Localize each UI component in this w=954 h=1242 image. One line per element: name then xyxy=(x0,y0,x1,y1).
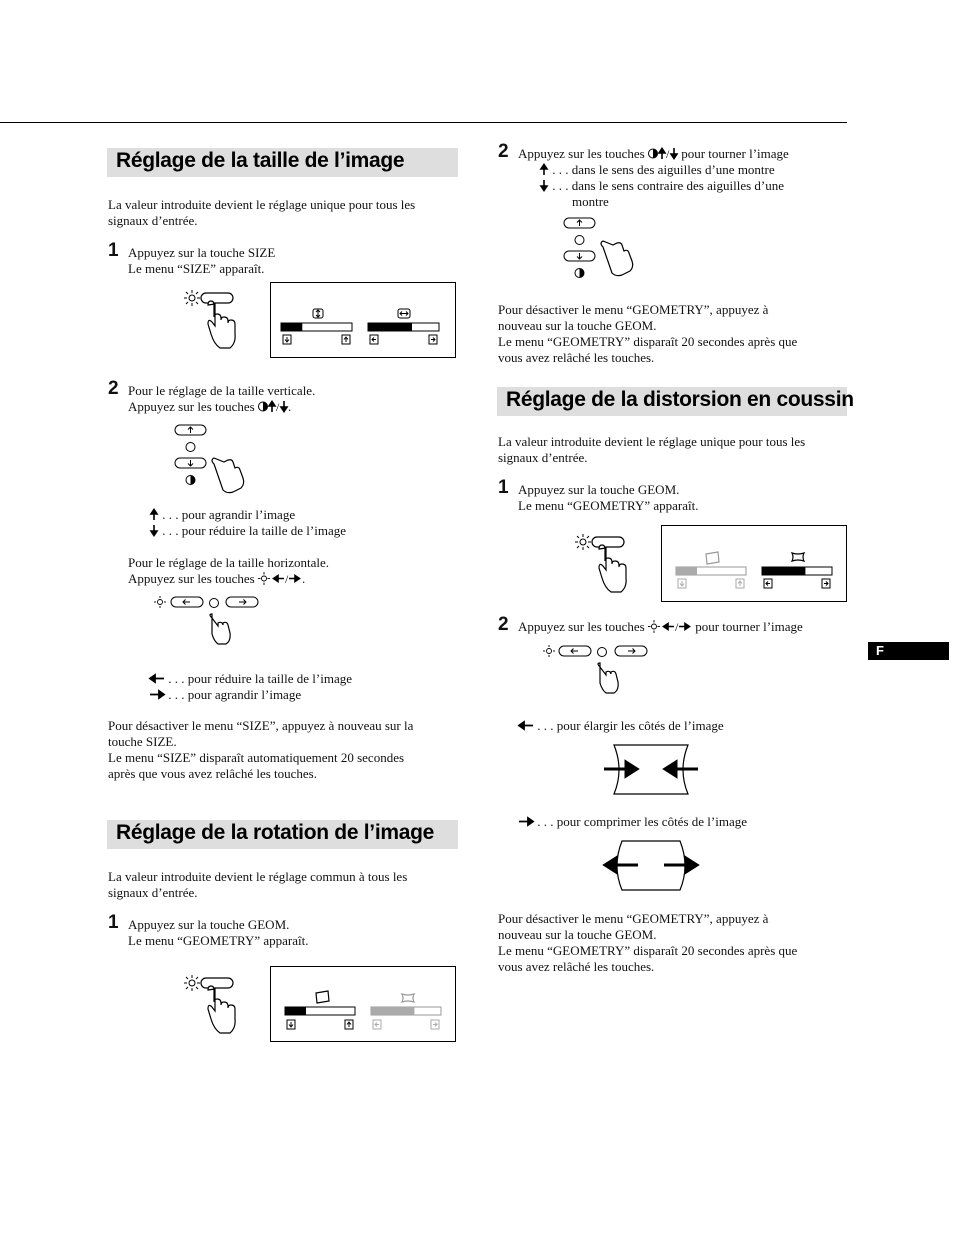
size-intro-1: La valeur introduite devient le réglage unique pour tous les xyxy=(108,197,416,212)
size-button xyxy=(201,293,233,303)
geometry-menu-osd-pincushion xyxy=(661,525,848,603)
rotation-section-title: Réglage de la rotation de l’image xyxy=(116,821,435,844)
geom-button xyxy=(201,978,233,988)
pointing-hand-icon xyxy=(599,545,626,592)
pincushion-section-header xyxy=(497,387,854,416)
svg-text:/: / xyxy=(275,400,280,414)
contrast-half-circle-icon xyxy=(575,269,584,278)
size-outro-3: Le menu “SIZE” disparaît automatiquement 20 secondes xyxy=(108,750,405,765)
arrow-left-icon xyxy=(663,624,674,630)
pin-horizontal-buttons-illustration xyxy=(543,643,653,703)
pin-widen-line: . . . pour élargir les côtés de l’image xyxy=(518,718,724,734)
rotation-intro-2: signaux d’entrée. xyxy=(108,885,198,900)
vertical-buttons-illustration xyxy=(174,424,254,494)
pin-outro-3: Le menu “GEOMETRY” disparaît 20 secondes après que xyxy=(498,943,798,958)
horiz-left-line: . . . pour réduire la taille de l’image xyxy=(149,671,352,687)
vertical-size-bar-fill xyxy=(281,323,302,331)
horizontal-size-bar-fill xyxy=(368,323,412,331)
horizontal-buttons-illustration xyxy=(154,594,264,654)
arrow-up-icon xyxy=(151,510,157,521)
size-outro-2: touche SIZE. xyxy=(108,734,177,749)
pincushion-bar-fill xyxy=(762,567,805,575)
rotation-outro-1: Pour désactiver le menu “GEOMETRY”, appuyez à xyxy=(498,302,769,317)
pincushion-widen-diagram xyxy=(604,744,698,796)
pin-outro-1: Pour désactiver le menu “GEOMETRY”, appuyez à xyxy=(498,911,769,926)
horiz-line1: Pour le réglage de la taille horizontale. xyxy=(128,555,330,570)
pin-step1-line2: Le menu “GEOMETRY” apparaît. xyxy=(518,498,699,513)
rotation-intro-1: La valeur introduite devient le réglage commun à tous les xyxy=(108,869,408,884)
arrow-right-icon xyxy=(150,691,164,698)
geometry-menu-osd-rotation xyxy=(270,966,457,1043)
top-rule xyxy=(0,122,847,123)
pointing-hand-icon xyxy=(601,241,633,276)
brightness-sun-icon xyxy=(184,290,200,306)
pin-intro-2: signaux d’entrée. xyxy=(498,450,588,465)
arrow-left-icon xyxy=(150,675,164,682)
rotation-bar-fill xyxy=(676,567,697,575)
geom-button-illustration xyxy=(183,975,243,1045)
rotation-outro-2: nouveau sur la touche GEOM. xyxy=(498,318,657,333)
size-step1-number: 1 xyxy=(108,240,119,261)
pin-step1-number: 1 xyxy=(498,477,509,498)
pin-outro-2: nouveau sur la touche GEOM. xyxy=(498,927,657,942)
size-menu-osd xyxy=(270,282,457,359)
language-side-tab xyxy=(868,642,949,660)
pin-intro-1: La valeur introduite devient le réglage unique pour tous les xyxy=(498,434,806,449)
horiz-line2: Appuyez sur les touches / . xyxy=(128,571,306,586)
contrast-half-circle-icon xyxy=(186,476,195,485)
size-button-illustration xyxy=(183,290,243,360)
pincushion-compress-diagram xyxy=(604,840,698,892)
arrow-left-icon xyxy=(519,722,533,729)
rotation-outro-3: Le menu “GEOMETRY” disparaît 20 secondes après que xyxy=(498,334,798,349)
pin-step2-line: Appuyez sur les touches / pour tourner l’image xyxy=(518,619,803,634)
arrow-up-icon xyxy=(659,149,665,160)
brightness-sun-icon xyxy=(184,975,200,991)
rotation-step1-line1: Appuyez sur la touche GEOM. xyxy=(128,917,290,932)
size-section-title: Réglage de la taille de l’image xyxy=(116,149,405,172)
rotation-step2-number: 2 xyxy=(498,141,509,162)
arrow-right-icon xyxy=(289,576,300,582)
rotation-step2-line: Appuyez sur les touches / pour tourner l’image xyxy=(518,146,789,161)
pointing-hand-icon xyxy=(210,614,230,644)
rotation-ccw-line: . . . dans le sens contraire des aiguilles d’une xyxy=(539,178,784,194)
size-step2-line1: Pour le réglage de la taille verticale. xyxy=(128,383,316,398)
rotation-ccw-line2: montre xyxy=(572,194,609,209)
size-outro-4: après que vous avez relâché les touches. xyxy=(108,766,317,781)
rotation-outro-4: vous avez relâché les touches. xyxy=(498,350,655,365)
pincushion-icon xyxy=(792,553,804,561)
geom-button xyxy=(592,537,624,547)
brightness-sun-icon xyxy=(154,596,166,608)
rotation-bar-fill xyxy=(285,1007,306,1015)
contrast-half-circle-icon xyxy=(648,149,657,158)
pin-step1-line1: Appuyez sur la touche GEOM. xyxy=(518,482,680,497)
pointing-hand-icon xyxy=(208,986,235,1033)
rotation-step1-line2: Le menu “GEOMETRY” apparaît. xyxy=(128,933,309,948)
arrow-down-icon xyxy=(281,401,287,412)
svg-text:/: / xyxy=(674,620,679,634)
contrast-half-circle-icon xyxy=(258,402,267,411)
svg-text:/: / xyxy=(284,572,289,586)
size-intro-2: signaux d’entrée. xyxy=(108,213,198,228)
brightness-sun-icon xyxy=(543,645,555,657)
rotation-icon xyxy=(706,552,719,564)
pin-geom-button-illustration xyxy=(574,534,634,604)
svg-text:/: / xyxy=(665,147,670,161)
size-step2-number: 2 xyxy=(108,378,119,399)
pointing-hand-icon xyxy=(598,663,618,693)
language-side-tab-label: F xyxy=(876,643,884,658)
vert-up-line: . . . pour agrandir l’image xyxy=(149,507,295,523)
size-step1-line1: Appuyez sur la touche SIZE xyxy=(128,245,276,260)
vert-down-line: . . . pour réduire la taille de l’image xyxy=(149,523,346,539)
arrow-left-icon xyxy=(273,576,284,582)
pin-outro-4: vous avez relâché les touches. xyxy=(498,959,655,974)
arrow-down-icon xyxy=(671,148,677,159)
pincushion-icon xyxy=(402,994,414,1002)
brightness-sun-icon xyxy=(648,620,660,633)
pin-compress-line: . . . pour comprimer les côtés de l’image xyxy=(518,814,747,830)
arrow-down-icon xyxy=(541,180,547,191)
rotation-cw-line: . . . dans le sens des aiguilles d’une montre xyxy=(539,162,775,178)
brightness-sun-icon xyxy=(575,534,591,550)
size-outro-1: Pour désactiver le menu “SIZE”, appuyez à nouveau sur la xyxy=(108,718,414,733)
arrow-right-icon xyxy=(519,818,533,825)
rotation-step1-number: 1 xyxy=(108,912,119,933)
brightness-sun-icon xyxy=(258,572,270,585)
arrow-down-icon xyxy=(151,525,157,536)
rotation-buttons-illustration xyxy=(563,217,643,287)
pincushion-section-title: Réglage de la distorsion en coussin xyxy=(506,388,854,411)
pointing-hand-icon xyxy=(212,458,244,493)
arrow-right-icon xyxy=(679,624,690,630)
pointing-hand-icon xyxy=(208,301,235,348)
pincushion-bar-fill xyxy=(371,1007,414,1015)
arrow-up-icon xyxy=(269,402,275,413)
size-step2-line2: Appuyez sur les touches / . xyxy=(128,399,292,414)
arrow-up-icon xyxy=(541,165,547,176)
size-step1-line2: Le menu “SIZE” apparaît. xyxy=(128,261,265,276)
size-section-header xyxy=(107,148,458,177)
rotation-section-header xyxy=(107,820,458,849)
pin-step2-number: 2 xyxy=(498,614,509,635)
horiz-right-line: . . . pour agrandir l’image xyxy=(149,687,301,703)
rotation-icon xyxy=(316,991,329,1003)
